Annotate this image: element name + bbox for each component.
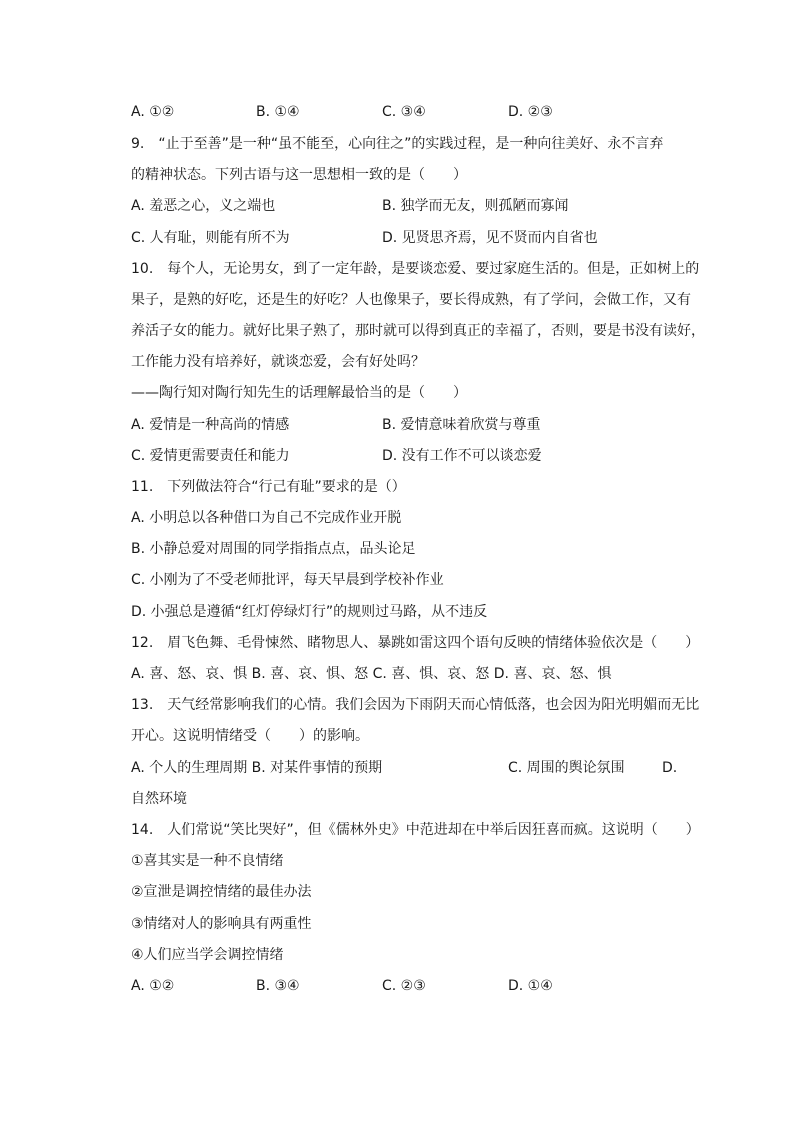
q14-statement-3: ③情绪对人的影响具有两重性	[131, 916, 312, 932]
q8-option-d: D. ②③	[508, 104, 553, 120]
q11-stem: 11. 下列做法符合“行己有耻”要求的是（）	[131, 479, 406, 495]
q9-option-d: D. 见贤思齐焉，见不贤而内自省也	[382, 230, 598, 246]
q11-option-a: A. 小明总以各种借口为自己不完成作业开脱	[131, 510, 402, 526]
q10-stem-line3: 养活子女的能力。就好比果子熟了，那时就可以得到真正的幸福了，否则，要是书没有读好，	[131, 323, 705, 339]
q10-option-a: A. 爱情是一种高尚的情感	[131, 417, 290, 433]
q14-statement-4: ④人们应当学会调控情绪	[131, 947, 284, 963]
q13-stem-line2: 开心。这说明情绪受（ ）的影响。	[131, 728, 369, 744]
q13-stem-line1: 13. 天气经常影响我们的心情。我们会因为下雨阴天而心情低落，也会因为阳光明媚而无比	[131, 697, 700, 713]
q10-stem-line1: 10. 每个人，无论男女，到了一定年龄，是要谈恋爱、要过家庭生活的。但是，正如树上的	[131, 261, 700, 277]
q11-option-d: D. 小强总是遵循“红灯停绿灯行”的规则过马路，从不违反	[131, 604, 488, 620]
q14-statement-2: ②宣泄是调控情绪的最佳办法	[131, 884, 312, 900]
q14-option-c: C. ②③	[382, 978, 426, 994]
q8-option-b: B. ①④	[256, 104, 300, 120]
q10-option-c: C. 爱情更需要责任和能力	[131, 448, 290, 464]
q13-option-d-label: D.	[662, 760, 678, 776]
q12-options: A. 喜、怒、哀、惧 B. 喜、哀、惧、怒 C. 喜、惧、哀、怒 D. 喜、哀、怒、惧	[131, 666, 612, 682]
q14-option-a: A. ①②	[131, 978, 175, 994]
q14-option-d: D. ①④	[508, 978, 553, 994]
q11-option-b: B. 小静总爱对周围的同学指指点点，品头论足	[131, 541, 416, 557]
q9-stem-line2: 的精神状态。下列古语与这一思想相一致的是（ ）	[131, 167, 467, 183]
q10-stem-line2: 果子，是熟的好吃，还是生的好吃？人也像果子，要长得成熟，有了学问，会做工作，又有	[131, 292, 691, 308]
q9-option-a: A. 羞恶之心，义之端也	[131, 198, 276, 214]
q11-option-c: C. 小刚为了不受老师批评，每天早晨到学校补作业	[131, 572, 444, 588]
q13-option-d-text: 自然环境	[131, 791, 187, 807]
q10-stem-line5: ——陶行知对陶行知先生的话理解最恰当的是（ ）	[131, 385, 467, 401]
q13-option-ab: A. 个人的生理周期 B. 对某件事情的预期	[131, 760, 383, 776]
q10-option-d: D. 没有工作不可以谈恋爱	[382, 448, 542, 464]
q13-option-c: C. 周围的舆论氛围	[508, 760, 625, 776]
q12-stem: 12. 眉飞色舞、毛骨悚然、睹物思人、暴跳如雷这四个语句反映的情绪体验依次是（ ）	[131, 635, 700, 651]
q10-stem-line4: 工作能力没有培养好，就谈恋爱，会有好处吗？	[131, 354, 425, 370]
q10-option-b: B. 爱情意味着欣赏与尊重	[382, 417, 541, 433]
q9-option-c: C. 人有耻，则能有所不为	[131, 230, 290, 246]
q14-statement-1: ①喜其实是一种不良情绪	[131, 853, 284, 869]
q8-option-a: A. ①②	[131, 104, 175, 120]
q9-option-b: B. 独学而无友，则孤陋而寡闻	[382, 198, 569, 214]
q14-option-b: B. ③④	[256, 978, 300, 994]
q9-stem-line1: 9. “止于至善”是一种“虽不能至，心向往之”的实践过程，是一种向往美好、永不言弃	[131, 136, 664, 152]
q14-stem: 14. 人们常说“笑比哭好”，但《儒林外史》中范进却在中举后因狂喜而疯。这说明（ ）	[131, 822, 700, 838]
q8-option-c: C. ③④	[382, 104, 426, 120]
